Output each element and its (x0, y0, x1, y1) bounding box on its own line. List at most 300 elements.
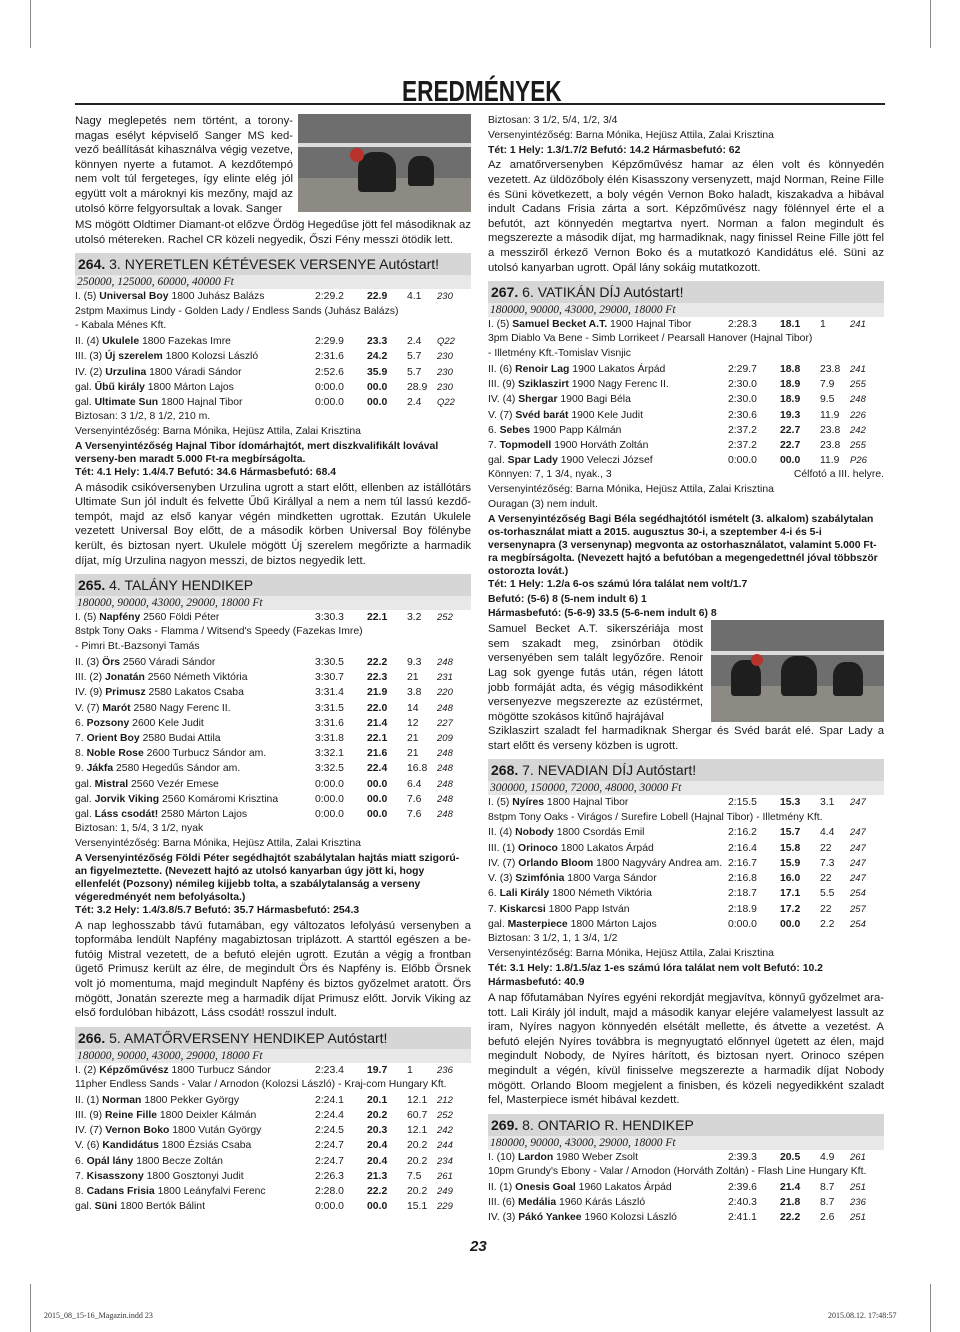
result-kmtime: 22.2 (367, 1185, 388, 1197)
result-kmtime: 00.0 (367, 381, 388, 393)
race-269-header: 269. 8. ONTARIO R. HENDIKEP (488, 1114, 884, 1136)
result-code: 248 (437, 656, 453, 668)
race-268-purse: 300000, 150000, 72000, 48000, 30000 Ft (488, 781, 884, 795)
result-kmtime: 22.4 (367, 763, 388, 775)
page-number: 23 (470, 1238, 487, 1255)
result-kmtime: 00.0 (367, 396, 388, 408)
result-code: 227 (437, 717, 453, 729)
result-kmtime: 22.9 (367, 291, 388, 303)
race-265-note: A Versenyintézőség Földi Péter segédhajtót szabálytalan hajtás miatt szigorú-an figyelmeztette. (Nevezett hajtó az utolsó kanyarban úgy jött ki, hogy ellenfelét (Pozsony) némileg kijjebb tolta, a szabálytalanság a verseny végeredményét nem befolyásolta.) (75, 852, 460, 903)
result-odds: 21 (407, 672, 419, 684)
result-odds: 20.2 (407, 1155, 428, 1167)
result-row (75, 1169, 471, 1184)
result-code: 229 (437, 1201, 453, 1213)
result-code: 254 (850, 918, 866, 930)
race-268-bets-2: Hármasbefutó: 40.9 (488, 977, 585, 989)
race-265-bets: Tét: 3.2 Hely: 1.4/3.8/5.7 Befutó: 35.7 Hármasbefutó: 254.3 (75, 904, 360, 916)
result-row (75, 731, 471, 746)
result-time: 2:24.4 (315, 1109, 344, 1121)
result-kmtime: 00.0 (367, 793, 388, 805)
result-kmtime: 22.2 (780, 1212, 801, 1224)
result-horse: II. (6) Renoir Lag 1900 Lakatos Árpád (488, 363, 666, 375)
result-kmtime: 20.4 (367, 1140, 388, 1152)
result-horse: 7. Topmodell 1900 Horváth Zoltán (488, 439, 649, 451)
result-row (75, 395, 471, 410)
result-horse: gal. Űbű király 1800 Márton Lajos (75, 381, 234, 393)
result-kmtime: 00.0 (367, 778, 388, 790)
result-code: 230 (437, 366, 453, 378)
result-odds: 5.7 (407, 366, 422, 378)
result-horse: I. (10) Lardon 1980 Weber Zsolt (488, 1151, 638, 1163)
race-265-purse: 180000, 90000, 43000, 29000, 18000 Ft (75, 596, 471, 610)
result-odds: 2.4 (407, 396, 422, 408)
result-horse: I. (5) Napfény 2560 Földi Péter (75, 612, 220, 624)
result-kmtime: 00.0 (780, 455, 801, 467)
race-265-winner (75, 610, 471, 625)
result-kmtime: 18.8 (780, 363, 801, 375)
result-time: 3:30.3 (315, 612, 344, 624)
result-code: 257 (850, 903, 866, 915)
result-odds: 4.4 (820, 827, 835, 839)
result-kmtime: 18.9 (780, 394, 801, 406)
result-code: 248 (437, 702, 453, 714)
result-code: 261 (850, 1151, 866, 1163)
result-code: 212 (437, 1094, 453, 1106)
result-kmtime: 22.3 (367, 672, 388, 684)
result-row (488, 917, 884, 932)
result-row (488, 362, 884, 377)
result-odds: 23.8 (820, 439, 841, 451)
race-268-winner (488, 795, 884, 810)
result-code: 247 (850, 873, 866, 885)
intro-paragraph-b: MS mögött Oldtimer Diamant-ot előzve Ördög Hegedűse jött fel másodiknak az utolsó métereken. Rachel CR közeli negyedik, Őszi Fény messzi ötödik lett. (75, 219, 471, 246)
result-row (488, 423, 884, 438)
result-time: 0:00.0 (315, 396, 344, 408)
result-time: 2:41.1 (728, 1212, 757, 1224)
result-kmtime: 00.0 (367, 808, 388, 820)
result-time: 2:39.3 (728, 1151, 757, 1163)
result-code: 230 (437, 381, 453, 393)
result-kmtime: 22.0 (367, 702, 388, 714)
result-kmtime: 22.2 (367, 656, 388, 668)
result-odds: 4.1 (407, 291, 422, 303)
result-code: 236 (437, 1064, 453, 1076)
result-odds: 12.1 (407, 1125, 428, 1137)
race-267-note: A Versenyintézőség Bagi Béla segédhajtótól ismételt (3. alkalom) szabálytalan os-torhasználat miatt a 2015. augusztus 30-i, a szeptember 4-i és 5-i versenynapra (3 versenynap) megvonta az ostorhasználatot, valamint 5.000 Ft-ra megbírságolta. (Nevezett hajtó a befutóban a megengedettnél jóval többször ostorozta lovát.) (488, 513, 878, 577)
result-odds: 8.7 (820, 1181, 835, 1193)
result-code: 252 (437, 612, 453, 624)
result-horse: V. (7) Svéd barát 1900 Kele Judit (488, 409, 644, 421)
result-time: 2:40.3 (728, 1197, 757, 1209)
result-code: 242 (437, 1125, 453, 1137)
result-horse: 6. Sebes 1900 Papp Kálmán (488, 424, 622, 436)
result-code: 247 (850, 857, 866, 869)
result-horse: 7. Kisasszony 1800 Gosztonyi Judit (75, 1170, 244, 1182)
result-row (75, 655, 471, 670)
result-kmtime: 20.1 (367, 1094, 388, 1106)
result-code: 248 (437, 793, 453, 805)
result-code: 248 (437, 748, 453, 760)
result-row (488, 453, 884, 468)
result-kmtime: 15.3 (780, 797, 801, 809)
result-odds: 23.8 (820, 363, 841, 375)
result-time: 2:16.4 (728, 842, 757, 854)
result-time: 3:31.5 (315, 702, 344, 714)
intro-paragraph-a: Nagy meglepetés nem történt, a torony-magas esélyt képviselő Sanger MS ked-vező beállítását kihasználva végig vezetve, könnyen nyerte a futamot. A kezdőtempó nem volt túl fergeteges, így elinte elég jól együtt volt a mároknyi kis mezőny, majd az utolsó körre felgyorsultak a lovak. Sanger (75, 115, 293, 215)
race-264-winner (75, 289, 471, 304)
footer-date: 2015.08.12. 17:48:57 (828, 1311, 897, 1320)
result-kmtime: 00.0 (780, 918, 801, 930)
result-kmtime: 24.2 (367, 351, 388, 363)
result-odds: 2.2 (820, 918, 835, 930)
result-kmtime: 18.1 (780, 319, 801, 331)
race-266-winner (75, 1063, 471, 1078)
result-row (488, 377, 884, 392)
result-horse: I. (5) Universal Boy 1800 Juhász Balázs (75, 291, 265, 303)
result-row (488, 408, 884, 423)
result-odds: 22 (820, 873, 832, 885)
race-267-results (488, 362, 884, 468)
result-row (75, 365, 471, 380)
race-264-results (75, 334, 471, 410)
race-267-photo-finish: Célfotó a III. helyre. (793, 469, 884, 481)
result-time: 3:31.6 (315, 717, 344, 729)
result-odds: 6.4 (407, 778, 422, 790)
result-row (75, 777, 471, 792)
result-time: 2:24.5 (315, 1125, 344, 1137)
race-268-margin: Biztosan: 3 1/2, 1, 1 3/4, 1/2 (488, 932, 618, 944)
result-code: 251 (850, 1181, 866, 1193)
result-odds: 21 (407, 748, 419, 760)
result-kmtime: 21.6 (367, 748, 388, 760)
result-code: 241 (850, 363, 866, 375)
result-odds: 22 (820, 903, 832, 915)
result-code: 247 (850, 827, 866, 839)
result-time: 2:16.7 (728, 857, 757, 869)
result-time: 0:00.0 (315, 793, 344, 805)
result-kmtime: 21.4 (780, 1181, 801, 1193)
result-row (75, 1138, 471, 1153)
result-code: Q22 (437, 336, 455, 348)
result-code: 248 (437, 778, 453, 790)
result-time: 2:31.6 (315, 351, 344, 363)
result-time: 2:37.2 (728, 439, 757, 451)
result-row (75, 1063, 471, 1078)
result-row (75, 716, 471, 731)
result-odds: 1 (820, 319, 826, 331)
result-kmtime: 20.5 (780, 1151, 801, 1163)
result-row (75, 289, 471, 304)
result-code: 220 (437, 687, 453, 699)
result-code: 255 (850, 439, 866, 451)
result-horse: IV. (9) Primusz 2580 Lakatos Csaba (75, 687, 244, 699)
result-time: 2:28.3 (728, 319, 757, 331)
race-267-purse: 180000, 90000, 43000, 29000, 18000 Ft (488, 303, 884, 317)
result-horse: III. (9) Reine Fille 1800 Deixler Kálmán (75, 1109, 257, 1121)
result-row (75, 807, 471, 822)
result-horse: I. (5) Nyíres 1800 Hajnal Tibor (488, 797, 629, 809)
race-264-margin: Biztosan: 3 1/2, 8 1/2, 210 m. (75, 411, 211, 423)
result-odds: 16.8 (407, 763, 428, 775)
race-265-report: A nap leghosszabb távú futamában, egy változatos lefolyású versenyben a topformába lendült Napfény magabiztosan triplázott. A starttól egészen a be-futóig Mistral vezetett, de a befutó elején ugrott. Ezután a végig a frontban ügető Primusz került az élre, de megindult Örs és Napfény is. Előbb Örsnek volt jó momentuma, majd megindult Napfény és biztos győzelmet aratott. Örs mögött, Jonatán szerezte meg a harmadik díjat Primusz előtt. Jorvik Viking az első fordulóban hibázott, Láss csodát! rosszul indult. (75, 919, 471, 1020)
result-kmtime: 19.3 (780, 409, 801, 421)
result-kmtime: 19.7 (367, 1064, 388, 1076)
result-row (488, 317, 884, 332)
result-code: 231 (437, 672, 453, 684)
result-time: 2:29.9 (315, 336, 344, 348)
race-264-header: 264. 3. NYERETLEN KÉTÉVESEK VERSENYE Autóstart! (75, 253, 471, 275)
result-code: 248 (437, 763, 453, 775)
race-268-judges: Versenyintézőség: Barna Mónika, Hejüsz Attila, Zalai Krisztina (488, 947, 774, 959)
result-code: 230 (437, 351, 453, 363)
section-title: EREDMÉNYEK (402, 76, 562, 108)
race-265-header: 265. 4. TALÁNY HENDIKEP (75, 574, 471, 596)
race-264-report: A második csikóversenyben Urzulina ugrott a start előtt, ellenben az istállótárs Ultimate Sun jól indult és felvette Űbű Királlyal a nem a nem túl lassú kezdő-tempót, majd az első kanyar végén mindketten ugrottak. Ezután Ukulele vezetett Universal Boy előtt, de a második körben Universal Boy fölénybe került, és biztosan nyert. Ukulele mögött Új szerelem megőrizte a harmadik díjat, míg Urzulina nagyon messzi, de biztos negyedik lett. (75, 481, 471, 567)
result-time: 0:00.0 (315, 1201, 344, 1213)
result-time: 2:30.6 (728, 409, 757, 421)
result-horse: gal. Jorvik Viking 2560 Komáromi Krisztina (75, 793, 279, 805)
result-odds: 12 (407, 717, 419, 729)
result-code: 247 (850, 842, 866, 854)
race-267-report-a: Samuel Becket A.T. sikerszériája most sem szakadt meg, zsinórban ötödik versenyében sem talált legyőzőre. Renoir Lag sok gyenge futás után, régen látott jobb formáját adta, és végig másodikként versenyezve megszerezte az ezüstérmet, mögötte szokásos kitűnő hajrájával (488, 623, 703, 723)
right-column (488, 114, 884, 1225)
race-264-pedigree: 2stpm Maximus Lindy - Golden Lady / Endless Sands (Juhász Balázs) (75, 305, 399, 317)
result-odds: 23.8 (820, 424, 841, 436)
race-269-winner (488, 1150, 884, 1165)
result-odds: 21 (407, 732, 419, 744)
result-horse: gal. Mistral 2560 Vezér Emese (75, 778, 219, 790)
race-268-bets-1: Tét: 3.1 Hely: 1.8/1.5/az 1-es számú lóra találat nem volt Befutó: 10.2 (488, 962, 823, 974)
race-267-winner (488, 317, 884, 332)
result-row (75, 746, 471, 761)
result-time: 2:23.4 (315, 1064, 344, 1076)
result-horse: 6. Pozsony 2600 Kele Judit (75, 717, 204, 729)
result-time: 3:31.4 (315, 687, 344, 699)
result-horse: V. (6) Kandidátus 1800 Ézsiás Csaba (75, 1140, 252, 1152)
race-264-bets: Tét: 4.1 Hely: 1.4/4.7 Befutó: 34.6 Hármasbefutó: 68.4 (75, 466, 337, 478)
result-horse: gal. Masterpiece 1800 Márton Lajos (488, 918, 657, 930)
result-horse: V. (3) Szimfónia 1800 Varga Sándor (488, 873, 657, 885)
result-code: 248 (850, 394, 866, 406)
result-row (488, 871, 884, 886)
race-268-results (488, 825, 884, 931)
result-time: 2:37.2 (728, 424, 757, 436)
result-odds: 20.2 (407, 1140, 428, 1152)
race-267-judges: Versenyintézőség: Barna Mónika, Hejüsz Attila, Zalai Krisztina (488, 484, 774, 496)
result-kmtime: 18.9 (780, 379, 801, 391)
result-time: 3:30.5 (315, 656, 344, 668)
crop-mark (930, 1284, 931, 1332)
result-row (488, 902, 884, 917)
result-row (75, 610, 471, 625)
result-kmtime: 20.3 (367, 1125, 388, 1137)
result-time: 0:00.0 (315, 778, 344, 790)
crop-mark (30, 1284, 31, 1332)
race-266-purse: 180000, 90000, 43000, 29000, 18000 Ft (75, 1049, 471, 1063)
race-267-bets-1: Tét: 1 Hely: 1.2/a 6-os számú lóra találat nem volt/1.7 (488, 578, 748, 590)
result-row (75, 685, 471, 700)
race-268-report: A nap főfutamában Nyíres egyéni rekordját megjavítva, könnyű győzelmet ara-tott. Lali Király jól indult, majd a második kanyar elejére valamelyest lassult az iram, Nyíres nagyon könnyedén elsétált mellette, és átvette a vezetést. A befutó elején Nyíres továbbra is megnyugtató előnnyel ügetett az élen, majd megindult Nobody, de Nyíres hárított, és biztosan nyert. Orinoco szépen megindult a végén, kívül finisselve megszerezte a harmadik díjat Nobody mögött. Orlando Bloom megjelent a finisben, és közeli negyedikként szaladt fel, Masterpiece ismét hibával kezdett. (488, 992, 884, 1107)
result-code: 230 (437, 291, 453, 303)
result-kmtime: 22.7 (780, 439, 801, 451)
result-horse: 8. Cadans Frisia 1800 Leányfalvi Ferenc (75, 1185, 266, 1197)
result-odds: 3.2 (407, 612, 422, 624)
result-row (75, 1199, 471, 1214)
result-horse: IV. (2) Urzulina 1800 Váradi Sándor (75, 366, 242, 378)
result-time: 0:00.0 (728, 918, 757, 930)
race-264-note: A Versenyintézőség Hajnal Tibor ídomárhajtót, mert diszkvalifikált lovával verseny-ben maradt 5.000 Ft-ra megbírságolta. (75, 440, 439, 465)
race-267-report-b: Sziklaszirt szaladt fel harmadiknak Shergar és Svéd barát elé. Spar Lady a start előtt és verseny közben is ugrott. (488, 725, 884, 752)
result-horse: IV. (4) Shergar 1900 Bagi Béla (488, 394, 631, 406)
result-kmtime: 21.3 (367, 1170, 388, 1182)
result-odds: 2.6 (820, 1212, 835, 1224)
result-odds: 7.6 (407, 808, 422, 820)
result-odds: 7.5 (407, 1170, 422, 1182)
race-265-owner: - Pimri Bt.-Bazsonyi Tamás (75, 641, 200, 653)
result-horse: IV. (7) Vernon Boko 1800 Vután György (75, 1125, 262, 1137)
result-horse: gal. Süni 1800 Bertók Bálint (75, 1201, 205, 1213)
race-264-purse: 250000, 125000, 60000, 40000 Ft (75, 275, 471, 289)
result-horse: 7. Kiskarcsi 1800 Papp István (488, 903, 630, 915)
result-row (488, 856, 884, 871)
result-horse: 6. Opál lány 1800 Becze Zoltán (75, 1155, 223, 1167)
result-kmtime: 23.3 (367, 336, 388, 348)
result-kmtime: 22.1 (367, 732, 388, 744)
result-horse: gal. Ultimate Sun 1800 Hajnal Tibor (75, 396, 243, 408)
result-kmtime: 15.8 (780, 842, 801, 854)
race-264-judges: Versenyintézőség: Barna Mónika, Hejüsz Attila, Zalai Krisztina (75, 425, 361, 437)
race-265-pedigree: 8stpk Tony Oaks - Flamma / Witsend's Speedy (Fazekas Imre) (75, 626, 363, 638)
result-time: 2:18.7 (728, 888, 757, 900)
result-code: 254 (850, 888, 866, 900)
result-odds: 5.5 (820, 888, 835, 900)
result-row (75, 380, 471, 395)
race-268-pedigree: 8stpm Tony Oaks - Virágos / Surefire Lobell (Hajnal Tibor) - Illetmény Kft. (488, 811, 823, 823)
crop-mark (30, 0, 31, 48)
result-row (75, 1154, 471, 1169)
result-row (488, 1180, 884, 1195)
result-horse: V. (7) Marót 2580 Nagy Ferenc II. (75, 702, 231, 714)
result-row (488, 1150, 884, 1165)
result-odds: 2.4 (407, 336, 422, 348)
result-odds: 11.9 (820, 455, 840, 467)
result-code: 261 (437, 1170, 453, 1182)
result-code: 236 (850, 1197, 866, 1209)
result-horse: II. (4) Nobody 1800 Csordás Emil (488, 827, 645, 839)
race-267-margin: Könnyen: 7, 1 3/4, nyak., 3 (488, 469, 612, 481)
result-row (488, 1195, 884, 1210)
result-kmtime: 15.7 (780, 827, 801, 839)
result-row (488, 886, 884, 901)
result-time: 0:00.0 (315, 381, 344, 393)
result-kmtime: 20.4 (367, 1155, 388, 1167)
result-kmtime: 35.9 (367, 366, 388, 378)
result-kmtime: 17.1 (780, 888, 801, 900)
result-kmtime: 21.9 (367, 687, 388, 699)
result-horse: III. (3) Új szerelem 1800 Kolozsi László (75, 351, 259, 363)
race-268-header: 268. 7. NEVADIAN DÍJ Autóstart! (488, 759, 884, 781)
result-row (75, 1108, 471, 1123)
result-time: 2:39.6 (728, 1181, 757, 1193)
result-code: 248 (437, 808, 453, 820)
race-266-header: 266. 5. AMATŐRVERSENY HENDIKEP Autóstart! (75, 1027, 471, 1049)
result-odds: 14 (407, 702, 419, 714)
result-horse: 9. Jákfa 2580 Hegedűs Sándor am. (75, 763, 241, 775)
result-kmtime: 21.4 (367, 717, 388, 729)
result-horse: IV. (3) Pákó Yankee 1960 Kolozsi László (488, 1212, 677, 1224)
result-row (75, 701, 471, 716)
result-odds: 60.7 (407, 1109, 428, 1121)
left-column (75, 114, 471, 1214)
race-265-judges: Versenyintézőség: Barna Mónika, Hejüsz Attila, Zalai Krisztina (75, 837, 361, 849)
result-code: 234 (437, 1155, 453, 1167)
result-time: 3:30.7 (315, 672, 344, 684)
result-code: P26 (850, 455, 867, 467)
result-row (75, 334, 471, 349)
result-time: 2:52.6 (315, 366, 344, 378)
crop-mark (930, 0, 931, 48)
result-odds: 5.7 (407, 351, 422, 363)
result-odds: 9.5 (820, 394, 835, 406)
result-code: 241 (850, 319, 866, 331)
result-horse: II. (1) Onesis Goal 1960 Lakatos Árpád (488, 1181, 672, 1193)
result-code: Q22 (437, 396, 455, 408)
race-266-pedigree: 11pher Endless Sands - Valar / Arnodon (Kolozsi László) - Kraj-com Hungary Kft. (75, 1078, 447, 1090)
result-horse: III. (9) Sziklaszirt 1900 Nagy Ferenc II. (488, 379, 669, 391)
race-266-bets: Tét: 1 Hely: 1.3/1.7/2 Befutó: 14.2 Hármasbefutó: 62 (488, 144, 741, 156)
race-267-bets-3: Hármasbefutó: (5-6-9) 33.5 (5-6-nem indult 6) 8 (488, 608, 717, 620)
result-time: 2:24.7 (315, 1140, 344, 1152)
race-267-pedigree: 3pm Diablo Va Bene - Simb Lorrikeet / Pearsall Hanover (Hajnal Tibor) (488, 333, 813, 345)
race-266-report: Az amatőrversenyben Képzőművész hamar az élen volt és könnyedén vezetett. Az üldözőboly élén Kisasszony versenyzett, majd Norman, Reine Fille és Süni következett, a boly végén Vernon Boko haladt, kiszakadva a hibával indult Cadans Frisia zárta a sort. Képzőművész nagy fölénnyel érte el a befutót, azt könnyedén megtartva nyert. Norman a falon megindult és megszerezte a második díjat, mg harmadiknak, nagy finissel Reine Fille jött fel a messziről érkező Vernon Boko és a mutatkozó Kandidátus elé. Süni az utolsó kanyarban ugrott. Opál lány sokáig mutatkozott. (488, 159, 884, 274)
result-odds: 15.1 (407, 1201, 428, 1213)
result-kmtime: 16.0 (780, 873, 801, 885)
result-time: 2:29.7 (728, 363, 757, 375)
race-266-margin: Biztosan: 3 1/2, 5/4, 1/2, 3/4 (488, 115, 618, 126)
result-code: 244 (437, 1140, 453, 1152)
header-rule (75, 103, 885, 105)
result-row (488, 1210, 884, 1225)
result-odds: 3.8 (407, 687, 422, 699)
result-kmtime: 22.1 (367, 612, 388, 624)
race-267-bets-2: Befutó: (5-6) 8 (5-nem indult 6) 1 (488, 593, 647, 605)
result-horse: II. (1) Norman 1800 Pekker György (75, 1094, 240, 1106)
race-267-owner: - Illetmény Kft.-Tomislav Visnjic (488, 348, 632, 360)
result-row (75, 792, 471, 807)
result-odds: 22 (820, 842, 832, 854)
result-horse: 8. Noble Rose 2600 Turbucz Sándor am. (75, 748, 267, 760)
result-horse: gal. Spar Lady 1900 Veleczi József (488, 455, 653, 467)
result-row (488, 841, 884, 856)
result-odds: 7.9 (820, 379, 835, 391)
result-kmtime: 22.7 (780, 424, 801, 436)
result-row (75, 349, 471, 364)
result-time: 2:18.9 (728, 903, 757, 915)
race-269-purse: 180000, 90000, 43000, 29000, 18000 Ft (488, 1136, 884, 1150)
result-odds: 9.3 (407, 656, 422, 668)
result-horse: I. (5) Samuel Becket A.T. 1900 Hajnal Tibor (488, 319, 692, 331)
result-row (488, 795, 884, 810)
result-horse: I. (2) Képzőművész 1800 Turbucz Sándor (75, 1064, 271, 1076)
result-kmtime: 17.2 (780, 903, 801, 915)
result-odds: 11.9 (820, 409, 840, 421)
result-code: 209 (437, 732, 453, 744)
result-time: 2:30.0 (728, 394, 757, 406)
result-horse: III. (1) Orinoco 1800 Lakatos Árpád (488, 842, 654, 854)
result-code: 249 (437, 1185, 453, 1197)
race-269-pedigree: 10pm Grundy's Ebony - Valar / Arnodon (Horváth Zoltán) - Flash Line Hungary Kft. (488, 1166, 867, 1178)
result-time: 2:26.3 (315, 1170, 344, 1182)
